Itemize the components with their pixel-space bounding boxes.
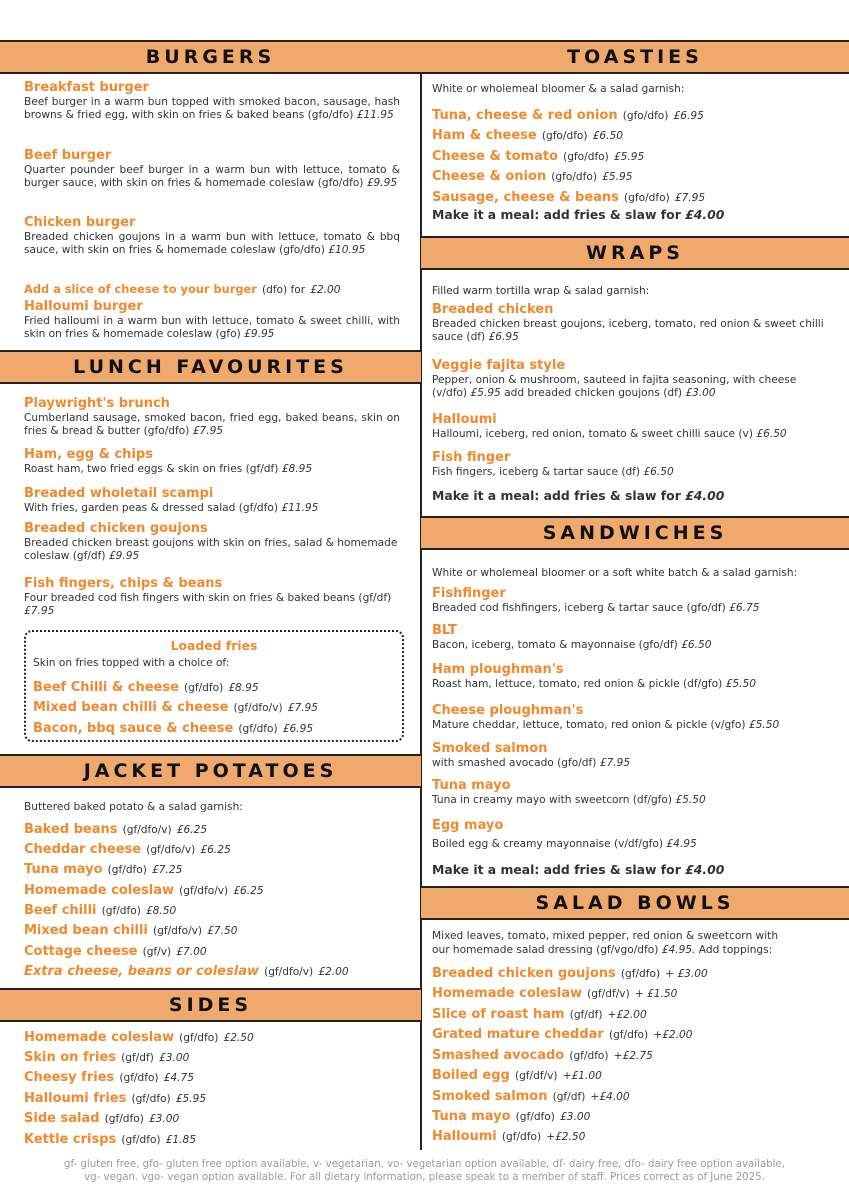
- salad-intro-text: our homemade salad dressing (gf/vgo/dfo): [432, 944, 659, 956]
- desc-text: Tuna in creamy mayo with sweetcorn (df/gfo): [432, 794, 673, 806]
- item-desc: [24, 164, 400, 191]
- item-name: Sausage, cheese & beans: [432, 190, 619, 205]
- loaded-fries-title: Loaded fries: [170, 638, 258, 653]
- loaded-item: [33, 676, 395, 696]
- menu-page: [0, 40, 849, 1150]
- item-tag: (gf/df): [121, 1052, 154, 1064]
- menu-item: [24, 148, 400, 191]
- item-desc: [24, 592, 400, 619]
- item-name: Veggie fajita style: [432, 358, 566, 373]
- item-price: £5.95: [602, 171, 633, 183]
- item-name: Fish fingers, chips & beans: [24, 576, 223, 591]
- item-tag: (gfo/dfo): [551, 171, 598, 183]
- item-tag: (gf/dfo): [183, 682, 224, 694]
- item-name: Homemade coleslaw: [24, 1030, 175, 1045]
- desc-text: Cumberland sausage, smoked bacon, fried egg, baked beans, skin on fries & bread & butter (gfo/dfo): [24, 412, 400, 438]
- salad-intro: [432, 929, 832, 957]
- item-tag: (gf/dfo/v): [264, 966, 314, 978]
- item-price: £7.95: [287, 702, 319, 714]
- menu-item: [432, 778, 832, 807]
- item-price: £7.95: [674, 192, 706, 204]
- item-name: Homemade coleslaw: [432, 986, 583, 1001]
- item-name: Beef Chilli & cheese: [33, 680, 179, 695]
- desc-text: Beef burger in a warm bun topped with smoked bacon, sausage, hash browns & fried egg, with skin on fries & baked beans (gfo/dfo): [24, 96, 400, 122]
- item-name: Homemade coleslaw: [24, 883, 175, 898]
- item-name: Smashed avocado: [432, 1048, 565, 1063]
- item-desc: [432, 428, 832, 441]
- item-tag: (gf/dfo): [104, 1113, 144, 1125]
- item-tag: (gf/dfo/v): [122, 824, 172, 836]
- menu-item: [24, 396, 400, 439]
- footer-line1: gf- gluten free, gfo- gluten free option available, v- vegetarian, vo- vegetarian option available, df- dairy free, dfo- dairy free option available,: [63, 1159, 785, 1170]
- footer-line2: vg- vegan. vgo- vegan option available. For all dietary information, please speak to a member of staff. Prices correct as of June 2025.: [84, 1172, 765, 1183]
- item-price: £6.95: [282, 723, 314, 735]
- item-name: Smoked salmon: [432, 1089, 548, 1104]
- loaded-item: [33, 696, 395, 716]
- item-tag: (gfo/dfo): [622, 110, 669, 122]
- item-tag: (gf/df/v): [587, 988, 630, 1000]
- item-desc: [432, 318, 832, 345]
- meal-text: Make it a meal: add fries & slaw for: [432, 207, 681, 222]
- meal-upgrade: [432, 862, 832, 878]
- item-desc: [432, 374, 832, 401]
- menu-item: [24, 486, 400, 515]
- item-tag: (gf/dfo): [501, 1131, 542, 1143]
- item-price: £7.25: [152, 864, 183, 876]
- item-name: Fishfinger: [432, 586, 506, 601]
- menu-item: [432, 124, 832, 144]
- menu-item: [24, 960, 400, 980]
- item-tag: (gfo/dfo): [563, 151, 609, 163]
- dietary-footer: [0, 1158, 849, 1184]
- menu-item: [24, 1046, 400, 1066]
- toasties-intro: White or wholemeal bloomer & a salad garnish:: [432, 83, 685, 95]
- lunch-header: LUNCH FAVOURITES: [0, 350, 421, 384]
- addon-text: Add a slice of cheese to your burger: [24, 282, 257, 296]
- salad-header: SALAD BOWLS: [421, 886, 849, 920]
- item-price: £4.75: [163, 1072, 194, 1084]
- sides-header: SIDES: [0, 988, 421, 1022]
- item-price: +£1.00: [562, 1070, 602, 1082]
- meal-upgrade: [432, 488, 832, 504]
- desc-text: Halloumi, iceberg, red onion, tomato & sweet chilli sauce (v): [432, 428, 753, 440]
- item-desc: [432, 639, 832, 652]
- item-name: Cheddar cheese: [24, 842, 142, 857]
- desc-text: With fries, garden peas & dressed salad (gf/dfo): [24, 502, 278, 514]
- menu-item: [432, 145, 832, 165]
- desc-text: Breaded chicken breast goujons, iceberg, tomato, red onion & sweet chilli sauce (df): [432, 318, 824, 344]
- desc-text: Breaded chicken breast goujons with skin on fries, salad & homemade coleslaw (gf/df): [24, 537, 398, 563]
- menu-item: [432, 662, 832, 691]
- meal-upgrade: [432, 207, 832, 223]
- menu-item: [432, 450, 832, 479]
- item-name: Cheesy fries: [24, 1070, 115, 1085]
- item-desc: [24, 412, 400, 439]
- menu-item: [432, 623, 832, 652]
- item-price: + £3.00: [665, 968, 708, 980]
- menu-item: [24, 576, 400, 619]
- menu-item: [432, 586, 832, 615]
- item-extra-price: £3.00: [685, 387, 716, 400]
- menu-item: [432, 1105, 832, 1125]
- item-price: £1.85: [165, 1134, 196, 1146]
- desc-text: Mature cheddar, lettuce, tomato, red onion & pickle (v/gfo): [432, 719, 746, 731]
- meal-price: £4.00: [685, 207, 725, 222]
- item-desc: [432, 719, 832, 732]
- item-name: Ham, egg & chips: [24, 447, 153, 462]
- item-price: £7.50: [207, 925, 238, 937]
- item-price: £9.95: [244, 328, 275, 341]
- item-tag: (gf/df): [569, 1009, 603, 1021]
- item-name: Breaded chicken: [432, 302, 554, 317]
- menu-item: [24, 940, 400, 960]
- menu-item: [24, 899, 400, 919]
- menu-item: [432, 741, 832, 770]
- item-name: Skin on fries: [24, 1050, 117, 1065]
- item-price: £5.50: [725, 678, 756, 690]
- sandwiches-header: SANDWICHES: [421, 516, 849, 550]
- menu-item: [432, 165, 832, 185]
- item-name: Boiled egg: [432, 1068, 510, 1083]
- item-name: BLT: [432, 623, 457, 638]
- item-tag: (gfo/dfo): [624, 192, 670, 204]
- item-price: £7.95: [192, 425, 224, 438]
- item-price: £2.00: [318, 966, 349, 978]
- item-name: Tuna mayo: [432, 1109, 511, 1124]
- menu-item: [24, 447, 400, 476]
- item-name: Cheese & tomato: [432, 149, 558, 164]
- desc-text: Bacon, iceberg, tomato & mayonnaise (gfo/df): [432, 639, 678, 651]
- item-tag: (gf/dfo): [121, 1134, 161, 1146]
- item-name: Extra cheese, beans or coleslaw: [24, 964, 259, 979]
- item-name: Slice of roast ham: [432, 1007, 565, 1022]
- item-tag: (gf/dfo/v): [233, 702, 283, 714]
- desc-text: Roast ham, lettuce, tomato, red onion & pickle (df/gfo): [432, 678, 723, 690]
- item-price: £5.50: [748, 719, 780, 731]
- item-name: Beef chilli: [24, 903, 97, 918]
- item-price: £7.95: [24, 605, 55, 618]
- item-tag: (gf/df): [552, 1091, 586, 1103]
- desc-text: Breaded chicken goujons in a warm bun with lettuce, tomato & bbq sauce, with skin on fries & homemade coleslaw (gfo/dfo): [24, 231, 400, 257]
- item-price: £10.95: [328, 244, 366, 257]
- item-tag: (gf/dfo/v): [179, 885, 229, 897]
- item-desc: [24, 231, 400, 258]
- loaded-item: [33, 717, 395, 737]
- menu-item: [432, 1125, 832, 1145]
- item-name: Ham & cheese: [432, 128, 537, 143]
- item-name: Side salad: [24, 1111, 100, 1126]
- addon-price: £2.00: [310, 284, 341, 296]
- item-tag: (gf/dfo/v): [146, 844, 196, 856]
- item-price: £2.50: [223, 1032, 254, 1044]
- item-tag: (gf/df/v): [514, 1070, 558, 1082]
- menu-item: [432, 962, 832, 982]
- menu-item: [24, 879, 400, 899]
- item-name: Breaded chicken goujons: [432, 966, 616, 981]
- item-desc: [432, 757, 832, 770]
- item-name: Halloumi: [432, 1129, 497, 1144]
- item-name: Fish finger: [432, 450, 511, 465]
- meal-text: Make it a meal: add fries & slaw for: [432, 488, 681, 503]
- item-price: £5.95: [613, 151, 645, 163]
- item-desc: [432, 602, 832, 615]
- menu-item: [24, 1066, 400, 1086]
- desc-text: Fried halloumi in a warm bun with lettuce, tomato & sweet chilli, with skin on fries & homemade coleslaw (gfo): [24, 315, 400, 341]
- item-name: Baked beans: [24, 822, 118, 837]
- item-name: Bacon, bbq sauce & cheese: [33, 721, 234, 736]
- salad-intro-line2: [432, 943, 832, 957]
- addon-tag: (dfo) for: [261, 284, 306, 296]
- item-name: Halloumi: [432, 412, 497, 427]
- menu-item: [24, 919, 400, 939]
- item-price: £11.95: [356, 109, 394, 122]
- item-name: Egg mayo: [432, 818, 504, 833]
- menu-item: [432, 1023, 832, 1043]
- item-price: £8.95: [281, 463, 313, 475]
- item-price: £6.50: [643, 466, 674, 478]
- item-price: £6.50: [681, 639, 712, 651]
- item-tag: (gf/dfo): [107, 864, 147, 876]
- jacket-header: JACKET POTATOES: [0, 754, 421, 788]
- item-price: £6.25: [200, 844, 231, 856]
- burger-addon: [24, 278, 400, 297]
- item-price: +£2.75: [613, 1050, 653, 1062]
- item-extra: add breaded chicken goujons (df): [504, 387, 682, 400]
- item-tag: (gfo/dfo): [541, 130, 588, 142]
- desc-text: Four breaded cod fish fingers with skin on fries & baked beans (gf/df): [24, 592, 392, 604]
- menu-item: [24, 1107, 400, 1127]
- menu-item: [432, 818, 832, 851]
- item-name: Kettle crisps: [24, 1132, 117, 1147]
- item-price: + £1.50: [634, 988, 678, 1000]
- item-name: Breakfast burger: [24, 80, 149, 95]
- item-name: Halloumi fries: [24, 1091, 127, 1106]
- item-name: Cottage cheese: [24, 944, 138, 959]
- jacket-intro: Buttered baked potato & a salad garnish:: [24, 801, 243, 813]
- item-name: Mixed bean chilli: [24, 923, 148, 938]
- menu-item: [432, 302, 832, 345]
- item-price: £6.50: [592, 130, 623, 142]
- item-tag: (gf/dfo): [119, 1072, 159, 1084]
- item-price: £6.25: [233, 885, 264, 897]
- desc-text: Fish fingers, iceberg & tartar sauce (df): [432, 466, 641, 478]
- sandwiches-intro: White or wholemeal bloomer or a soft white batch & a salad garnish:: [432, 567, 798, 579]
- item-price: +£4.00: [590, 1091, 630, 1103]
- item-name: Grated mature cheddar: [432, 1027, 604, 1042]
- column-divider: [420, 40, 422, 1150]
- item-name: Playwright's brunch: [24, 396, 170, 411]
- menu-item: [432, 104, 832, 124]
- item-name: Chicken burger: [24, 215, 136, 230]
- menu-item: [24, 1026, 400, 1046]
- menu-item: [432, 982, 832, 1002]
- item-tag: (gf/dfo): [620, 968, 661, 980]
- item-price: £7.00: [176, 946, 207, 958]
- desc-text: Pepper, onion & mushroom, sauteed in fajita seasoning, with cheese (v/dfo): [432, 374, 797, 400]
- item-price: £6.95: [488, 331, 519, 344]
- menu-item: [24, 818, 400, 838]
- menu-item: [24, 838, 400, 858]
- meal-price: £4.00: [685, 862, 725, 877]
- meal-price: £4.00: [685, 488, 725, 503]
- item-desc: [432, 678, 832, 691]
- wraps-intro: Filled warm tortilla wrap & salad garnish:: [432, 285, 650, 297]
- menu-item: [432, 1044, 832, 1064]
- item-desc: [432, 838, 832, 851]
- toasties-header: TOASTIES: [421, 40, 849, 74]
- item-price: £3.00: [158, 1052, 190, 1064]
- item-name: Halloumi burger: [24, 299, 143, 314]
- item-name: Cheese ploughman's: [432, 703, 584, 718]
- item-name: Tuna, cheese & red onion: [432, 108, 618, 123]
- salad-base-price: £4.95.: [661, 944, 696, 956]
- desc-text: Breaded cod fishfingers, iceberg & tartar sauce (gfo/df): [432, 602, 726, 614]
- menu-item: [432, 186, 832, 206]
- menu-item: [432, 1064, 832, 1084]
- wraps-header: WRAPS: [421, 236, 849, 270]
- item-name: Ham ploughman's: [432, 662, 564, 677]
- item-price: £7.95: [599, 757, 631, 769]
- item-tag: (gf/dfo/v): [152, 925, 203, 937]
- item-price: £3.00: [560, 1111, 591, 1123]
- item-price: +£2.50: [546, 1131, 586, 1143]
- item-tag: (gf/dfo): [101, 905, 141, 917]
- item-price: £6.95: [673, 110, 704, 122]
- item-price: £3.00: [148, 1113, 180, 1125]
- item-price: +£2.00: [653, 1029, 693, 1041]
- item-tag: (gf/dfo): [515, 1111, 555, 1123]
- menu-item: [432, 412, 832, 441]
- item-name: Breaded chicken goujons: [24, 521, 208, 536]
- menu-item: [432, 703, 832, 732]
- menu-item: [24, 858, 400, 878]
- menu-item: [24, 80, 400, 123]
- item-price: £5.95: [470, 387, 501, 400]
- menu-item: [24, 1087, 400, 1107]
- salad-intro-line1: Mixed leaves, tomato, mixed pepper, red onion & sweetcorn with: [432, 930, 779, 942]
- item-name: Mixed bean chilli & cheese: [33, 700, 229, 715]
- item-name: Beef burger: [24, 148, 112, 163]
- item-desc: [24, 537, 400, 564]
- item-name: Smoked salmon: [432, 741, 548, 756]
- item-name: Tuna mayo: [432, 778, 511, 793]
- item-tag: (gf/dfo): [179, 1032, 219, 1044]
- item-price: +£2.00: [607, 1009, 647, 1021]
- menu-item: [432, 358, 832, 401]
- item-desc: [24, 315, 400, 342]
- item-desc: [24, 96, 400, 123]
- item-tag: (gf/dfo): [569, 1050, 609, 1062]
- desc-text: Quarter pounder beef burger in a warm bun with lettuce, tomato & burger sauce, with skin on fries & homemade coleslaw (gfo/dfo): [24, 164, 400, 190]
- item-price: £8.50: [145, 905, 177, 917]
- salad-intro-end: Add toppings:: [698, 944, 773, 956]
- item-desc: [432, 794, 832, 807]
- item-price: £11.95: [281, 502, 319, 514]
- item-tag: (gf/v): [142, 946, 172, 958]
- menu-item: [24, 1128, 400, 1148]
- item-tag: (gf/dfo): [131, 1093, 171, 1105]
- item-desc: [24, 502, 400, 515]
- menu-item: [24, 299, 400, 342]
- item-name: Cheese & onion: [432, 169, 547, 184]
- item-price: £6.50: [756, 428, 787, 440]
- item-price: £5.50: [675, 794, 706, 806]
- item-tag: (gf/dfo): [238, 723, 278, 735]
- loaded-fries-box: [24, 630, 404, 742]
- item-price: £9.95: [108, 550, 140, 563]
- item-name: Breaded wholetail scampi: [24, 486, 214, 501]
- menu-item: [432, 1003, 832, 1023]
- item-desc: [24, 463, 400, 476]
- desc-text: Boiled egg & creamy mayonnaise (v/df/gfo): [432, 838, 664, 850]
- item-price: £6.75: [729, 602, 760, 614]
- item-desc: [432, 466, 832, 479]
- meal-text: Make it a meal: add fries & slaw for: [432, 862, 681, 877]
- desc-text: Roast ham, two fried eggs & skin on fries (gf/df): [24, 463, 279, 475]
- item-price: £5.95: [175, 1093, 207, 1105]
- menu-item: [24, 521, 400, 564]
- item-tag: (gf/dfo): [608, 1029, 649, 1041]
- item-price: £6.25: [176, 824, 208, 836]
- menu-item: [24, 215, 400, 258]
- item-name: Tuna mayo: [24, 862, 103, 877]
- item-price: £8.95: [228, 682, 259, 694]
- item-price: £4.95: [666, 838, 697, 850]
- burgers-header: BURGERS: [0, 40, 421, 74]
- menu-item: [432, 1085, 832, 1105]
- desc-text: with smashed avocado (gfo/df): [432, 757, 597, 769]
- loaded-fries-intro: Skin on fries topped with a choice of:: [33, 657, 230, 669]
- item-price: £9.95: [366, 177, 398, 190]
